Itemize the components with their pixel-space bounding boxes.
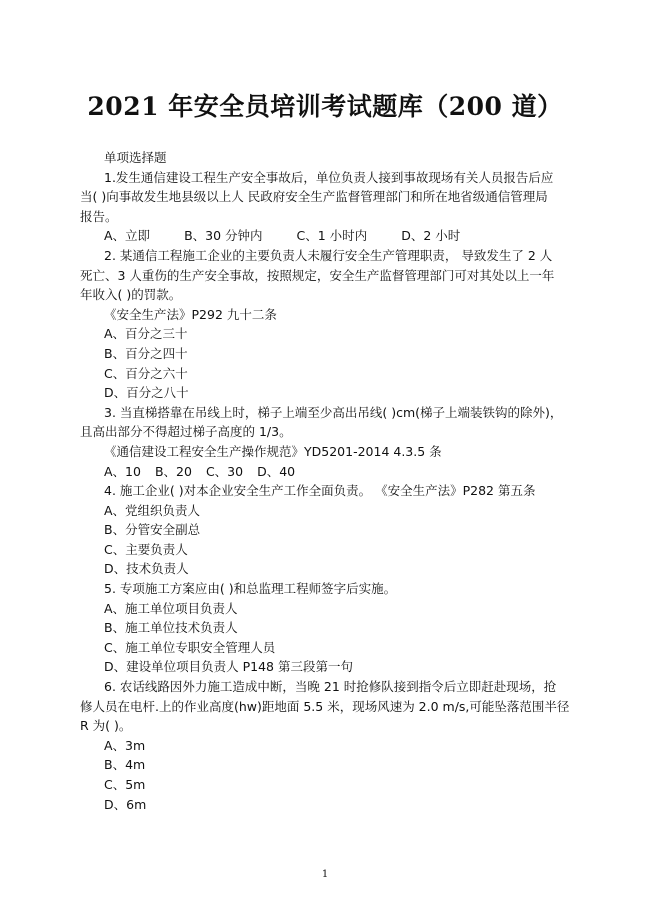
question-2-line-1: 2. 某通信工程施工企业的主要负责人未履行安全生产管理职责， 导致发生了 2 人 — [104, 247, 553, 263]
question-1-options — [80, 226, 580, 246]
question-6-option-b: B、4m — [104, 757, 146, 773]
question-6-option-d: D、6m — [104, 796, 147, 812]
question-3-line-1: 3. 当直梯搭靠在吊线上时，梯子上端至少高出吊线( )cm(梯子上端装铁钩的除外)， — [104, 404, 563, 420]
question-4-option-a: A、党组织负责人 — [104, 502, 201, 518]
question-3-line-2: 且高出部分不得超过梯子高度的 1/3。 — [80, 424, 292, 440]
question-2-option-d: D、百分之八十 — [104, 385, 189, 401]
question-2-line-3: 年收入( )的罚款。 — [80, 287, 182, 303]
question-1-line-2: 当( )向事故发生地县级以上人 民政府安全生产监督管理部门和所在地省级通信管理局 — [80, 189, 548, 205]
question-2-option-b: B、百分之四十 — [104, 345, 188, 361]
question-1-line-3: 报告。 — [80, 208, 118, 224]
question-3-reference: 《通信建设工程安全生产操作规范》YD5201-2014 4.3.5 条 — [104, 443, 442, 459]
question-1-option-c: C、1 小时内 — [296, 228, 368, 244]
question-2-reference: 《安全生产法》P292 九十二条 — [104, 306, 277, 322]
question-4-option-c: C、主要负责人 — [104, 541, 188, 557]
question-6-option-a: A、3m — [104, 737, 146, 753]
question-2-line-2: 死亡、3 人重伤的生产安全事故，按照规定，安全生产监督管理部门可对其处以上一年 — [80, 267, 555, 283]
question-1-option-d: D、2 小时 — [401, 228, 461, 244]
question-6-line-2: 修人员在电杆.上的作业高度(hw)距地面 5.5 米，现场风速为 2.0 m/s,可能坠落范围半径 — [80, 698, 570, 714]
question-1-option-b: B、30 分钟内 — [184, 228, 263, 244]
document-body — [80, 148, 580, 814]
question-5-option-d: D、建设单位项目负责人 P148 第三段第一句 — [104, 659, 353, 675]
question-5-option-c: C、施工单位专职安全管理人员 — [104, 639, 276, 655]
question-6-line-1: 6. 农话线路因外力施工造成中断，当晚 21 时抢修队接到指令后立即赶赴现场，抢 — [104, 679, 557, 695]
question-1-option-a: A、立即 — [104, 228, 151, 244]
question-3-option-b: B、20 — [154, 463, 192, 479]
question-3-option-c: C、30 — [205, 463, 244, 479]
question-6-option-c: C、5m — [104, 777, 146, 792]
question-5-line-1: 5. 专项施工方案应由( )和总监理工程师签字后实施。 — [104, 581, 397, 597]
question-5-option-a: A、施工单位项目负责人 — [104, 600, 238, 616]
question-6-line-3: R 为( )。 — [80, 718, 132, 734]
question-5-option-b: B、施工单位技术负责人 — [104, 620, 238, 636]
question-4-option-d: D、技术负责人 — [104, 561, 189, 577]
document-title: 2021 年安全员培训考试题库（200 道） — [87, 92, 563, 121]
question-4-line-1: 4. 施工企业( )对本企业安全生产工作全面负责。 《安全生产法》P282 第五条 — [104, 483, 536, 499]
question-3-option-a: A、10 — [104, 463, 141, 479]
question-2-option-a: A、百分之三十 — [104, 326, 188, 342]
question-1-line-1: 1.发生通信建设工程生产安全事故后，单位负责人接到事故现场有关人员报告后应 — [104, 169, 554, 185]
question-3-option-d: D、40 — [257, 463, 296, 479]
question-4-option-b: B、分管安全副总 — [104, 522, 201, 538]
section-heading: 单项选择题 — [104, 150, 167, 165]
page-number: 1 — [321, 869, 329, 880]
question-3-options — [80, 462, 580, 482]
question-2-option-c: C、百分之六十 — [104, 365, 188, 381]
